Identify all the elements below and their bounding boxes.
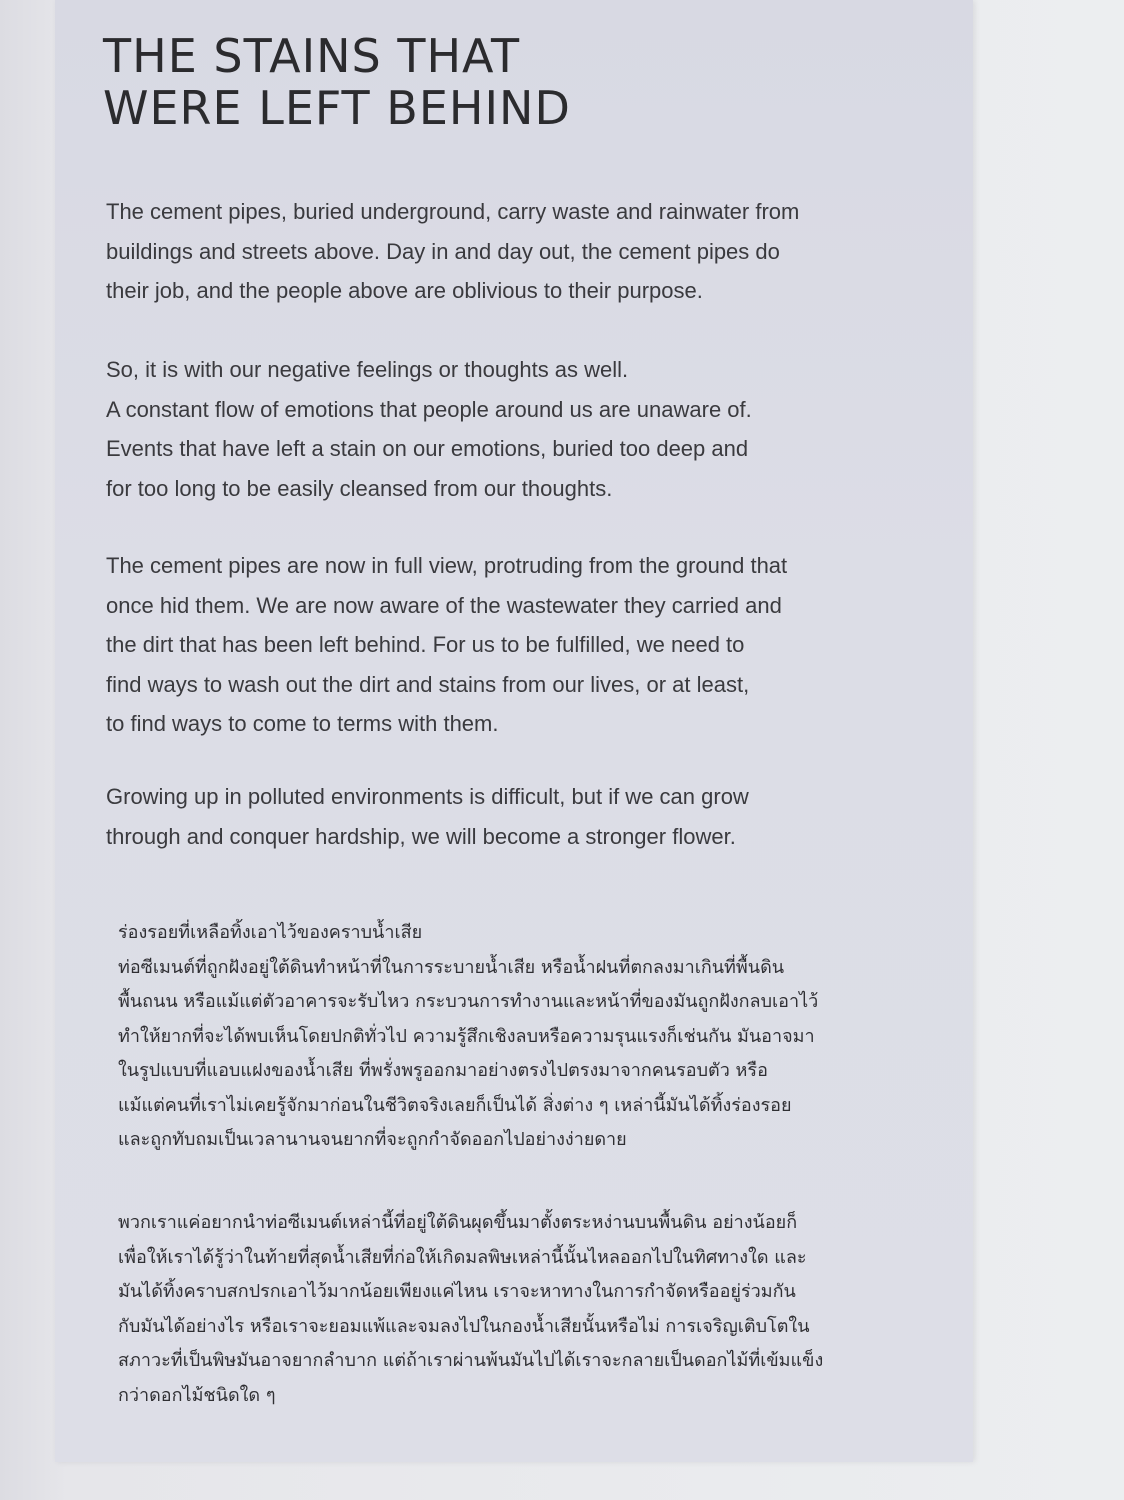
text-line: ในรูปแบบที่แอบแฝงของน้ำเสีย ที่พรั่งพรูออกมาอย่างตรงไปตรงมาจากคนรอบตัว หรือ — [118, 1060, 768, 1081]
text-line: The cement pipes are now in full view, protruding from the ground that — [106, 553, 788, 578]
text-line: เพื่อให้เราได้รู้ว่าในท้ายที่สุดน้ำเสียที่ก่อให้เกิดมลพิษเหล่านี้นั้นไหลออกไปในทิศทางใด และ — [118, 1246, 807, 1268]
text-line: ท่อซีเมนต์ที่ถูกฝังอยู่ใต้ดินทำหน้าที่ในการระบายน้ำเสีย หรือน้ำฝนที่ตกลงมาเกินที่พื้นดิน — [118, 956, 785, 978]
thai-paragraph-1 — [118, 916, 968, 1158]
sign-title — [103, 30, 953, 134]
english-paragraph-2 — [106, 350, 956, 508]
text-line: กว่าดอกไม้ชนิดใด ๆ — [118, 1384, 276, 1406]
title-line: WERE LEFT BEHIND — [103, 81, 571, 135]
text-line: buildings and streets above. Day in and day out, the cement pipes do — [106, 238, 780, 264]
text-line: Growing up in polluted environments is difficult, but if we can grow — [106, 784, 749, 809]
text-line: กับมันได้อย่างไร หรือเราจะยอมแพ้และจมลงไปในกองน้ำเสียนั้นหรือไม่ การเจริญเติบโตใน — [118, 1315, 810, 1337]
text-line: สภาวะที่เป็นพิษมันอาจยากลำบาก แต่ถ้าเราผ่านพ้นมันไปได้เราจะกลายเป็นดอกไม้ที่เข้มแข็ง — [118, 1350, 824, 1371]
text-line: A constant flow of emotions that people around us are unaware of. — [106, 396, 752, 422]
text-line: และถูกทับถมเป็นเวลานานจนยากที่จะถูกกำจัดออกไปอย่างง่ายดาย — [118, 1129, 627, 1150]
english-paragraph-4 — [106, 777, 956, 856]
english-paragraph-3 — [106, 546, 956, 744]
text-line: for too long to be easily cleansed from our thoughts. — [106, 475, 613, 501]
text-line: มันได้ทิ้งคราบสกปรกเอาไว้มากน้อยเพียงแค่ไหน เราจะหาทางในการกำจัดหรืออยู่ร่วมกัน — [118, 1281, 796, 1302]
text-line: find ways to wash out the dirt and stains from our lives, or at least, — [106, 671, 750, 697]
text-line: So, it is with our negative feelings or thoughts as well. — [106, 357, 629, 382]
text-line: พวกเราแค่อยากนำท่อซีเมนต์เหล่านี้ที่อยู่ใต้ดินผุดขึ้นมาตั้งตระหง่านบนพื้นดิน อย่างน้อยก็ — [118, 1212, 798, 1233]
text-line: once hid them. We are now aware of the wastewater they carried and — [106, 592, 782, 618]
exhibit-sign-panel — [55, 0, 973, 1462]
thai-paragraph-2 — [118, 1206, 968, 1413]
text-line: ทำให้ยากที่จะได้พบเห็นโดยปกติทั่วไป ความรู้สึกเชิงลบหรือความรุนแรงก็เช่นกัน มันอาจมา — [118, 1025, 815, 1047]
text-line: Events that have left a stain on our emotions, buried too deep and — [106, 436, 749, 461]
text-line: the dirt that has been left behind. For us to be fulfilled, we need to — [106, 632, 745, 657]
text-line: to find ways to come to terms with them. — [106, 711, 499, 736]
text-line: their job, and the people above are oblivious to their purpose. — [106, 278, 703, 303]
text-line: through and conquer hardship, we will become a stronger flower. — [106, 823, 736, 849]
text-line: The cement pipes, buried underground, carry waste and rainwater from — [106, 199, 800, 224]
thai-heading: ร่องรอยที่เหลือทิ้งเอาไว้ของคราบน้ำเสีย — [118, 922, 423, 943]
english-paragraph-1 — [106, 192, 956, 311]
text-line: แม้แต่คนที่เราไม่เคยรู้จักมาก่อนในชีวิตจริงเลยก็เป็นได้ สิ่งต่าง ๆ เหล่านี้มันได้ทิ้งร่องรอย — [118, 1094, 792, 1116]
title-line: THE STAINS THAT — [103, 29, 521, 83]
text-line: พื้นถนน หรือแม้แต่ตัวอาคารจะรับไหว กระบวนการทำงานและหน้าที่ของมันถูกฝังกลบเอาไว้ — [118, 991, 819, 1012]
